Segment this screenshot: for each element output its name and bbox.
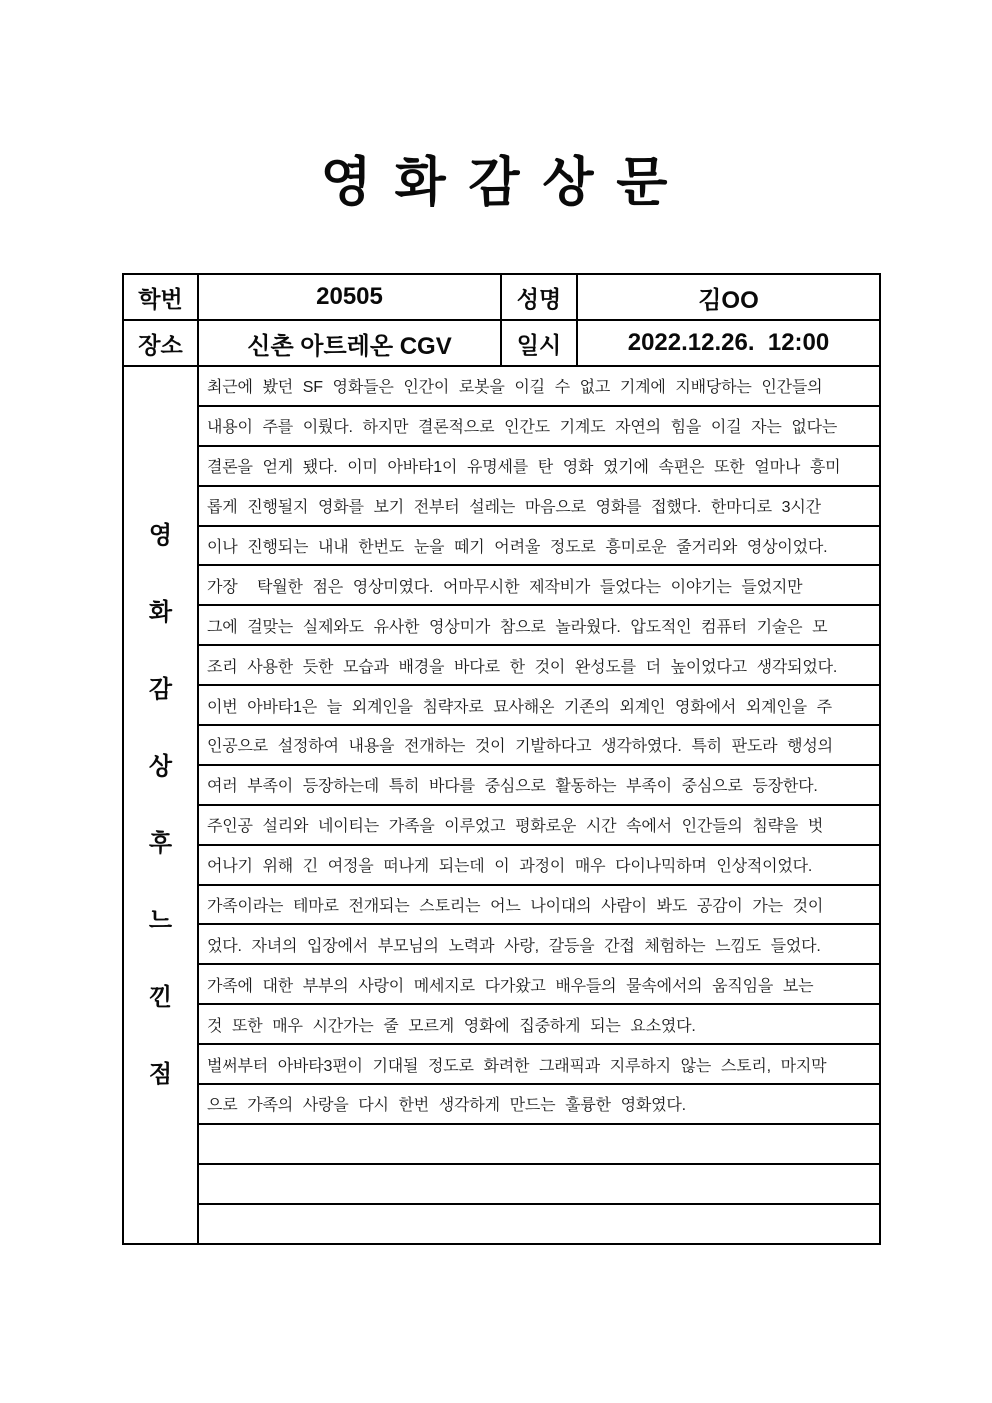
review-row: [123, 1084, 880, 1124]
review-line-text: 가족에 대한 부부의 사랑이 메세지로 다가왔고 배우들의 물속에서의 움직임을 보는: [207, 977, 814, 995]
vertical-label-char: 낀: [148, 983, 173, 1011]
review-line-text: 여러 부족이 등장하는데 특히 바다를 중심으로 활동하는 부족이 중심으로 등장한다.: [207, 778, 818, 796]
review-row: [123, 845, 880, 885]
review-line-text: 가장 탁월한 점은 영상미였다. 어마무시한 제작비가 들었다는 이야기는 들었지만: [207, 578, 803, 596]
vertical-label-char: 점: [148, 1060, 173, 1088]
vertical-label-char: 후: [148, 829, 173, 857]
review-line: [198, 446, 880, 486]
review-line: [198, 486, 880, 526]
review-line-text: 인공으로 설정하여 내용을 전개하는 것이 기발하다고 생각하였다. 특히 판도라 행성의: [207, 738, 833, 756]
review-line: [198, 605, 880, 645]
review-row: [123, 805, 880, 845]
review-line: [198, 526, 880, 566]
review-line: [198, 1044, 880, 1084]
document-title: 영 화 감 상 문: [320, 153, 672, 212]
review-row: [123, 605, 880, 645]
vertical-label-char: 상: [148, 752, 173, 780]
review-row: [123, 1044, 880, 1084]
vertical-label-char: 감: [148, 675, 173, 703]
review-line: [198, 765, 880, 805]
datetime-label: 일시: [501, 320, 577, 366]
student-id-value: 20505: [198, 274, 501, 320]
review-row: [123, 486, 880, 526]
review-empty-line: [198, 1124, 880, 1164]
name-value: 김OO: [577, 274, 880, 320]
review-line-text: 가족이라는 테마로 전개되는 스토리는 어느 나이대의 사람이 봐도 공감이 가는 것이: [207, 898, 824, 916]
review-line: [198, 845, 880, 885]
vertical-label-char: 영: [148, 521, 173, 549]
review-line-text: 그에 걸맞는 실제와도 유사한 영상미가 참으로 놀라웠다. 압도적인 컴퓨터 기술은 모: [207, 618, 828, 636]
review-row: [123, 685, 880, 725]
review-row: [123, 1004, 880, 1044]
info-row-1: [123, 274, 880, 320]
review-line: [198, 964, 880, 1004]
review-row: [123, 645, 880, 685]
review-row: [123, 446, 880, 486]
review-line-text: 최근에 봤던 SF 영화들은 인간이 로봇을 이길 수 없고 기계에 지배당하는 인간들의: [207, 379, 823, 397]
review-row: [123, 406, 880, 446]
review-row: [123, 1204, 880, 1244]
review-line-text: 이번 아바타1은 늘 외계인을 침략자로 묘사해온 기존의 외계인 영화에서 외계인을 주: [207, 698, 832, 716]
review-row: [123, 725, 880, 765]
info-row-2: [123, 320, 880, 366]
review-line: [198, 565, 880, 605]
review-line-text: 조리 사용한 듯한 모습과 배경을 바다로 한 것이 완성도를 더 높이었다고 생각되었다.: [207, 658, 838, 676]
review-line-text: 주인공 설리와 네이티는 가족을 이루었고 평화로운 시간 속에서 인간들의 침략을 벗: [207, 818, 824, 836]
vertical-label-char: 느: [148, 906, 173, 934]
review-line: [198, 406, 880, 446]
review-form-table: [122, 273, 881, 1245]
review-row: [123, 565, 880, 605]
review-row: [123, 366, 880, 406]
review-row: [123, 1164, 880, 1204]
review-line: [198, 1004, 880, 1044]
review-empty-line: [198, 1204, 880, 1244]
review-empty-line: [198, 1164, 880, 1204]
review-line-text: 결론을 얻게 됐다. 이미 아바타1이 유명세를 탄 영화 였기에 속편은 또한 얼마나 흥미: [207, 459, 841, 477]
review-line: [198, 805, 880, 845]
review-row: [123, 924, 880, 964]
review-line-text: 으로 가족의 사랑을 다시 한번 생각하게 만드는 훌륭한 영화였다.: [207, 1097, 686, 1115]
review-line: [198, 885, 880, 925]
review-row: [123, 1124, 880, 1164]
review-line: [198, 1084, 880, 1124]
review-line: [198, 685, 880, 725]
review-row: [123, 526, 880, 566]
vertical-label-char: 화: [148, 598, 173, 626]
review-line-text: 내용이 주를 이뤘다. 하지만 결론적으로 인간도 기계도 자연의 힘을 이길 자는 없다는: [207, 419, 838, 437]
review-row: [123, 964, 880, 1004]
review-line: [198, 725, 880, 765]
place-value: 신촌 아트레온 CGV: [198, 320, 501, 366]
review-line-text: 었다. 자녀의 입장에서 부모님의 노력과 사랑, 갈등을 간접 체험하는 느낌도 들었다.: [207, 937, 821, 955]
review-vertical-label: [123, 366, 198, 1244]
review-line-text: 어나기 위해 긴 여정을 떠나게 되는데 이 과정이 매우 다이나믹하며 인상적이었다.: [207, 858, 813, 876]
review-line-text: 벌써부터 아바타3편이 기대될 정도로 화려한 그래픽과 지루하지 않는 스토리, 마지막: [207, 1057, 827, 1075]
review-line-text: 롭게 진행될지 영화를 보기 전부터 설레는 마음으로 영화를 접했다. 한마디로 3시간: [207, 499, 821, 517]
review-row: [123, 765, 880, 805]
review-line: [198, 645, 880, 685]
place-label: 장소: [123, 320, 198, 366]
datetime-value: 2022.12.26. 12:00: [577, 320, 880, 366]
review-rows: [123, 366, 880, 1244]
student-id-label: 학번: [123, 274, 198, 320]
review-line: [198, 366, 880, 406]
review-line-text: 것 또한 매우 시간가는 줄 모르게 영화에 집중하게 되는 요소였다.: [207, 1017, 696, 1035]
name-label: 성명: [501, 274, 577, 320]
review-line-text: 이나 진행되는 내내 한번도 눈을 떼기 어려울 정도로 흥미로운 줄거리와 영상이었다.: [207, 539, 828, 556]
review-line: [198, 924, 880, 964]
review-row: [123, 885, 880, 925]
